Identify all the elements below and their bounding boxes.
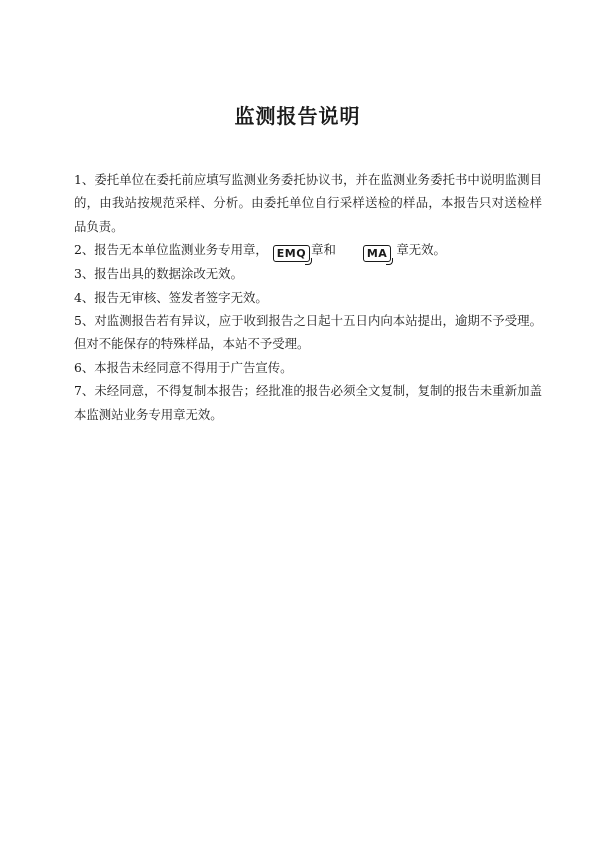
note-item-2-text-middle: 章和 <box>311 242 336 258</box>
emq-stamp-label: EMQ <box>276 247 307 261</box>
page-title: 监测报告说明 <box>234 104 361 128</box>
note-item-2-text-after: 章无效。 <box>396 242 446 258</box>
ma-stamp-icon <box>363 245 391 262</box>
note-item-3: 3、报告出具的数据涂改无效。 <box>74 266 243 282</box>
note-item-1: 1、委托单位在委托前应填写监测业务委托协议书，并在监测业务委托书中说明监测目的，由我站按规范采样、分析。由委托单位自行采样送检的样品，本报告只对送检样品负责。 <box>74 172 542 234</box>
note-item-2-text-before: 2、报告无本单位监测业务专用章， <box>74 242 268 258</box>
note-item-7: 7、未经同意，不得复制本报告；经批准的报告必须全文复制，复制的报告未重新加盖本监测站业务专用章无效。 <box>74 383 542 422</box>
note-item-4: 4、报告无审核、签发者签字无效。 <box>74 289 268 305</box>
note-item-2 <box>74 238 542 262</box>
ma-stamp-label: MA <box>366 247 388 261</box>
emq-stamp-icon <box>273 245 310 262</box>
note-item-6: 6、本报告未经同意不得用于广告宣传。 <box>74 359 293 375</box>
note-item-5: 5、对监测报告若有异议，应于收到报告之日起十五日内向本站提出，逾期不予受理。但对不能保存的特殊样品，本站不予受理。 <box>74 313 542 352</box>
notes-body <box>74 168 542 426</box>
